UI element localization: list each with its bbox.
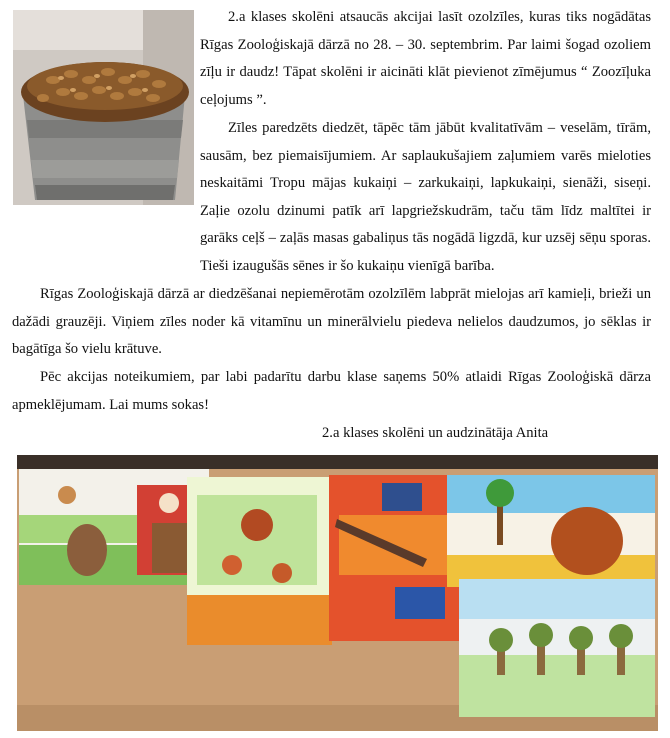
article-paragraph-1: 2.a klases skolēni atsaucās akcijai lasīt ozolzīles, kuras tiks nogādātas Rīgas Zooloģiskajā dārzā no 28. – 30. septembrim. Par laimi šogad ozoliem zīļu ir daudz! Tāpat skolēni ir aicināti klāt pievienot zīmējumus “ Zoozīļuka ceļojums ”.: [200, 9, 651, 108]
article-paragraph-3: Rīgas Zooloģiskajā dārzā ar diedzēšanai nepiemērotām ozolzīlēm labprāt mielojas arī kamieļi, brieži un dažādi grauzēji. Viņiem zīles noder kā vitamīnu un minerālvielu piedeva nelielos daudzumos, jo sēklas ir bagātīga šo vielu krātuve.: [12, 286, 651, 358]
drawings-photo: [17, 455, 658, 731]
article-paragraph-2: Zīles paredzēts diedzēt, tāpēc tām jābūt kvalitatīvām – veselām, tīrām, sausām, bez piemaisījumiem. Ar saplaukušajiem zaļumiem varēs mieloties neskaitāmi Tropu mājas kukaiņi – zarkukaiņi, lapkukaiņi, sienāži, siseņi. Zaļie ozolu dzinumi patīk arī lapgriežskudrām, taču tām līdz maltītei ir garāks ceļš – zaļās masas gabaliņus tās nogādā ligzdā, kur uzsēj sēņu sporas. Tieši izaugušās sēnes ir šo kukaiņu vienīgā barība.: [200, 120, 651, 274]
signature: 2.a klases skolēni un audzinātāja Anita: [322, 425, 549, 441]
drawings-illustration: [17, 455, 658, 731]
article-paragraph-2-intro: [200, 115, 651, 281]
article-paragraph-4: Pēc akcijas noteikumiem, par labi padarītu darbu klase saņems 50% atlaidi Rīgas Zooloģiskā dārza apmeklējumam. Lai mums sokas!: [12, 369, 651, 413]
